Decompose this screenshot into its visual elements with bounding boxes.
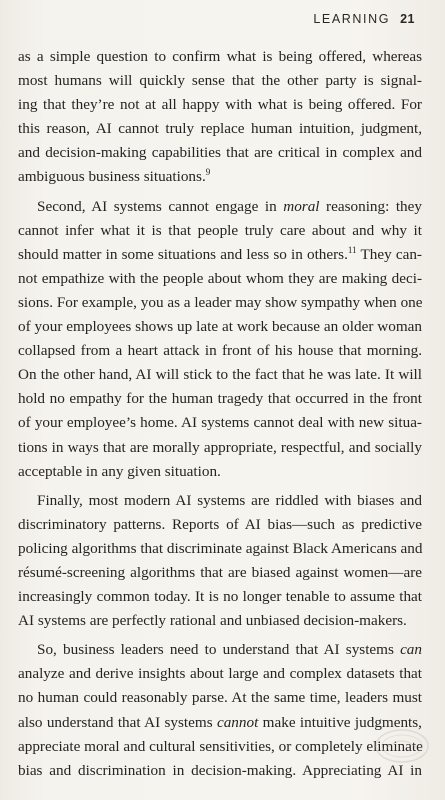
text-line: AI systems are perfectly rational and unbiased decision-makers. [18,612,407,630]
text-line: hold no empathy for the human tragedy that occurred in the front [18,390,422,408]
text-line: sions. For example, you as a leader may show sympathy when one [18,293,423,311]
paragraph [18,489,422,634]
text-line: not empathize with the people about whom they are making deci- [18,269,422,287]
text-line: this reason, AI cannot truly replace human intuition, judgment, [18,120,422,138]
emphasis: cannot [216,713,259,731]
text-line: of your employees shows up late at work because an older woman [18,318,422,336]
text-line [18,243,422,267]
text-line: cannot infer what it is that people truly care about and why it [18,221,422,239]
text-line: résumé-screening algorithms that are biased against women—are [18,563,422,581]
watermark-stamp-icon [373,726,431,766]
text-line: ing that they’re not at all happy with what is being offered. For [18,96,422,114]
text-line: analyze and derive insights about large and complex datasets that [18,665,422,683]
text-line: discriminatory patterns. Reports of AI bias—such as predictive [18,515,422,533]
text-line [18,195,422,219]
text-run: make intuitive judgments, [258,713,422,731]
text-line [18,638,422,662]
text-line [18,711,422,735]
text-run: should matter in some situations and less so in others. [18,245,348,263]
chapter-title: LEARNING [313,12,391,26]
text-line [18,165,422,189]
text-line: acceptable in any given situation. [18,462,221,480]
text-line: On the other hand, AI will stick to the fact that he was late. It will [18,366,422,384]
text-line: no human could reasonably parse. At the same time, leaders must [18,689,422,707]
text-run: reasoning: they [319,197,422,215]
text-run: Second, AI systems cannot engage in [37,197,284,215]
text-line: collapsed from a heart attack in front of his house that morning. [18,342,422,360]
body-text [18,45,422,783]
page-number: 21 [400,12,415,26]
text-run: They can- [356,245,422,263]
text-line: of your employee’s home. AI systems cannot deal with new situa- [18,414,422,432]
text-line: most humans will quickly sense that the other party is signal- [18,72,422,90]
text-line: and decision-making capabilities that are critical in complex and [18,144,422,162]
footnote-ref: 11 [347,244,357,255]
paragraph [18,638,422,783]
footnote-ref: 9 [205,167,211,178]
text-line: bias and discrimination in decision-making. Appreciating AI in [18,761,422,779]
text-line: increasingly common today. It is no longer tenable to assume that [18,588,422,606]
text-run: So, business leaders need to understand that AI systems [37,641,401,659]
running-head [313,12,415,26]
text-line: tions in ways that are morally appropriate, respectful, and socially [18,438,422,456]
paragraph [18,195,422,484]
text-line: appreciate moral and cultural sensitivities, or completely eliminate [18,737,423,755]
text-line: Finally, most modern AI systems are riddled with biases and [37,491,422,509]
paragraph [18,45,422,190]
text-run: ambiguous business situations. [18,168,206,186]
text-line: policing algorithms that discriminate against Black Americans and [18,539,423,557]
emphasis: moral [283,197,320,215]
text-line: as a simple question to confirm what is being offered, whereas [18,48,422,65]
text-run: also understand that AI systems [18,713,217,731]
emphasis: can [400,641,422,659]
